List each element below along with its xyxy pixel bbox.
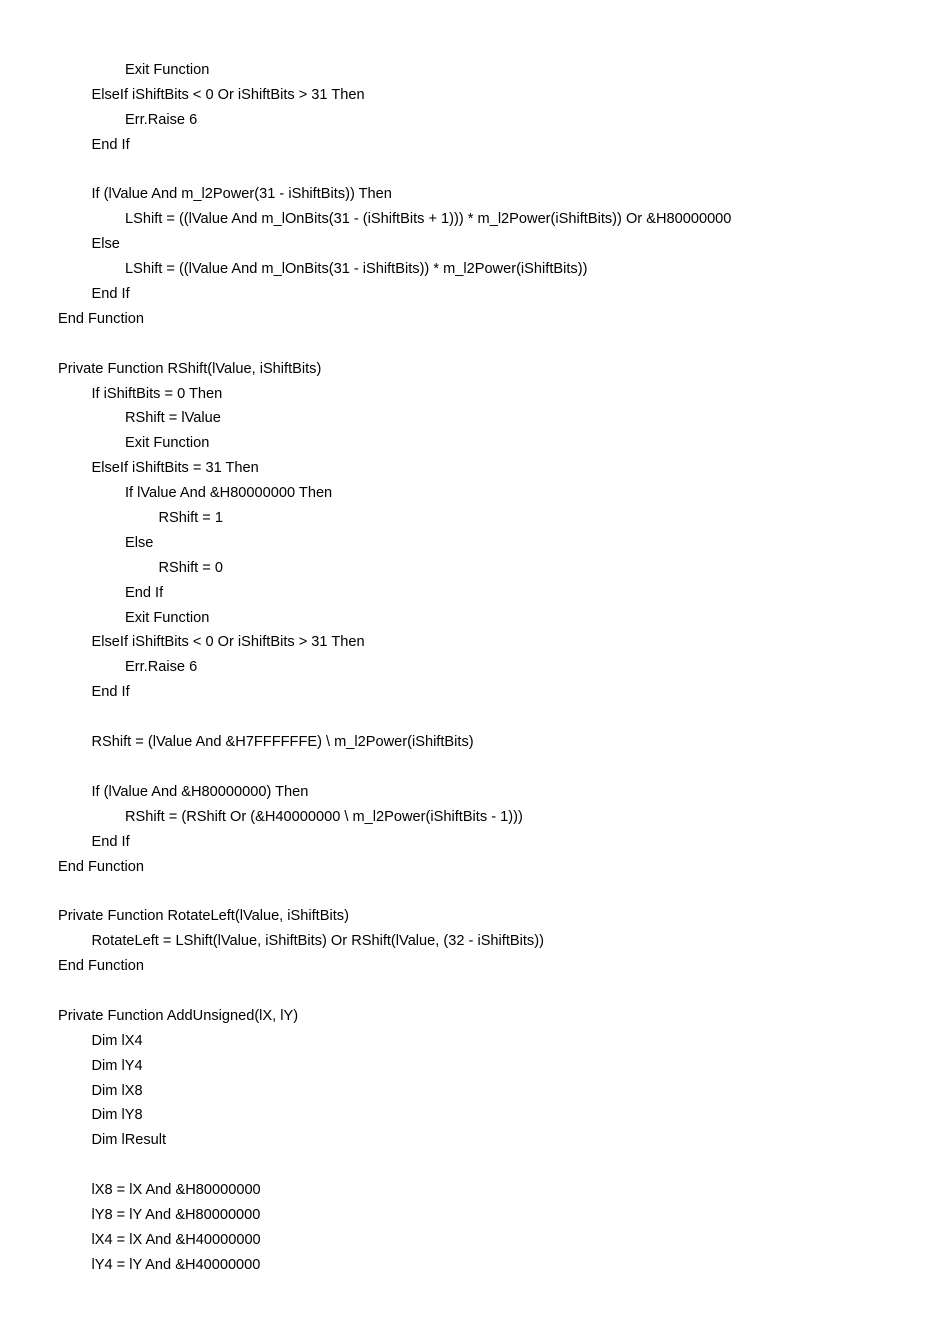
- code-line: End If: [91, 136, 130, 153]
- code-line: End Function: [58, 310, 144, 327]
- code-line: Err.Raise 6: [125, 659, 198, 676]
- code-line: lY4 = lY And &H40000000: [91, 1256, 261, 1273]
- code-line: If lValue And &H80000000 Then: [125, 485, 333, 502]
- code-line: End If: [125, 584, 164, 601]
- code-line: RShift = (RShift Or (&H40000000 \ m_l2Power(iShiftBits - 1))): [125, 808, 523, 825]
- blank-line: [58, 158, 918, 183]
- blank-line: [58, 755, 918, 780]
- code-line: lX8 = lX And &H80000000: [91, 1182, 261, 1199]
- code-line: RShift = 0: [158, 559, 223, 576]
- code-line: Private Function RotateLeft(lValue, iShiftBits): [58, 908, 349, 925]
- blank-line: [58, 979, 918, 1004]
- code-line: lY8 = lY And &H80000000: [91, 1206, 261, 1223]
- code-line: End If: [91, 833, 130, 850]
- code-line: Dim lX8: [91, 1082, 143, 1099]
- blank-line: [58, 1153, 918, 1178]
- code-line: Err.Raise 6: [125, 111, 198, 128]
- code-line: Else: [125, 534, 154, 551]
- code-line: End Function: [58, 858, 144, 875]
- code-line: RotateLeft = LShift(lValue, iShiftBits) Or RShift(lValue, (32 - iShiftBits)): [91, 933, 544, 950]
- code-line: If iShiftBits = 0 Then: [91, 385, 223, 402]
- code-line: Dim lY8: [91, 1107, 143, 1124]
- code-line: ElseIf iShiftBits < 0 Or iShiftBits > 31 Then: [91, 634, 365, 651]
- code-line: Exit Function: [125, 609, 210, 626]
- code-line: Private Function RShift(lValue, iShiftBits): [58, 360, 322, 377]
- code-line: ElseIf iShiftBits < 0 Or iShiftBits > 31 Then: [91, 86, 365, 103]
- blank-line: [58, 332, 918, 357]
- code-line: RShift = 1: [158, 510, 223, 527]
- code-line: End If: [91, 286, 130, 303]
- code-line: Dim lResult: [91, 1132, 167, 1149]
- code-line: Exit Function: [125, 62, 210, 78]
- code-line: Exit Function: [125, 435, 210, 452]
- code-line: If (lValue And m_l2Power(31 - iShiftBits)) Then: [91, 186, 392, 203]
- code-line: ElseIf iShiftBits = 31 Then: [91, 460, 259, 477]
- code-line: RShift = lValue: [125, 410, 221, 427]
- code-line: LShift = ((lValue And m_lOnBits(31 - (iShiftBits + 1))) * m_l2Power(iShiftBits)) Or &H80000000: [125, 211, 732, 228]
- code-block: [58, 58, 918, 1278]
- blank-line: [58, 705, 918, 730]
- code-line: RShift = (lValue And &H7FFFFFFE) \ m_l2Power(iShiftBits): [91, 734, 474, 751]
- code-line: Else: [91, 236, 120, 253]
- code-line: If (lValue And &H80000000) Then: [91, 783, 309, 800]
- code-line: lX4 = lX And &H40000000: [91, 1231, 261, 1248]
- code-line: LShift = ((lValue And m_lOnBits(31 - iShiftBits)) * m_l2Power(iShiftBits)): [125, 261, 588, 278]
- code-line: Private Function AddUnsigned(lX, lY): [58, 1007, 299, 1024]
- code-line: Dim lX4: [91, 1032, 143, 1049]
- code-line: Dim lY4: [91, 1057, 143, 1074]
- code-line: End If: [91, 684, 130, 701]
- blank-line: [58, 879, 918, 904]
- code-line: End Function: [58, 958, 144, 975]
